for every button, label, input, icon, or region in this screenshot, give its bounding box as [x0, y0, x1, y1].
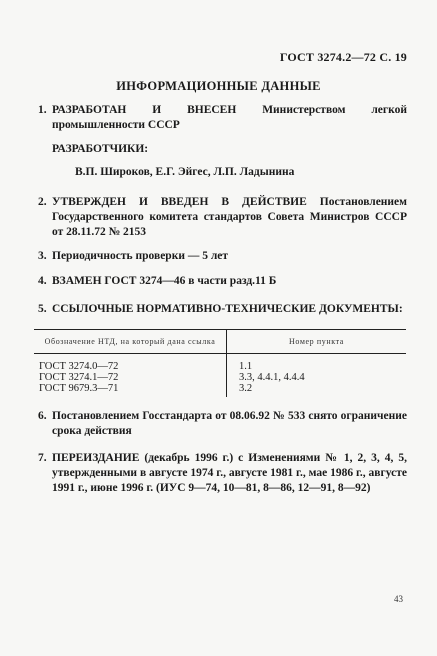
table-row: [34, 372, 406, 383]
page-title: ИНФОРМАЦИОННЫЕ ДАННЫЕ: [116, 79, 321, 93]
table-header-row: [34, 330, 406, 354]
info-item-1: [38, 103, 407, 133]
item-number: 4.: [38, 275, 47, 287]
info-item-3: [38, 249, 407, 264]
item-lead: ССЫЛОЧНЫЕ НОРМАТИВНО-ТЕХНИЧЕСКИЕ ДОКУМЕНТЫ:: [52, 303, 403, 315]
developers-heading: РАЗРАБОТЧИКИ:: [52, 143, 149, 155]
table-cell-clause: 3.2: [239, 383, 253, 394]
item-text: в части разд.11 Б: [185, 275, 277, 287]
item-number: 6.: [38, 410, 47, 422]
item-number: 7.: [38, 452, 47, 464]
info-item-4: [38, 274, 407, 289]
item-text: Периодичность проверки — 5 лет: [52, 250, 229, 262]
column-header-document: Обозначение НТД, на который дана ссылка: [34, 330, 227, 354]
item-number: 2.: [38, 196, 47, 208]
info-item-7: [38, 451, 407, 496]
item-text: (декабрь 1996 г.) с Изменениями № 1, 2, 3, 4, 5, утвержденными в августе 1974 г., августе 1981 г., мае 1986 г., августе 1991 г., июне 1996 г. (ИУС 9—74, 10—81, 8—86, 12—91, 8—92): [52, 452, 407, 494]
info-item-2: [38, 195, 407, 240]
info-item-6: [38, 409, 407, 439]
table-row: [34, 383, 406, 397]
item-number: 5.: [38, 303, 47, 315]
table-row: [34, 354, 406, 373]
item-lead: ВЗАМЕН ГОСТ 3274—46: [52, 275, 186, 287]
item-number: 1.: [38, 104, 47, 116]
item-text: Министерством легкой промышленности СССР: [52, 104, 407, 131]
references-table: [34, 329, 406, 397]
item-text: Постановлением Госстандарта от 08.06.92 № 533 снято ограничение срока действия: [52, 410, 407, 437]
developers-names: В.П. Широков, Е.Г. Эйгес, Л.П. Ладынина: [75, 166, 295, 178]
item-lead: ПЕРЕИЗДАНИЕ: [52, 452, 140, 464]
table-cell-clause: 3.3, 4.4.1, 4.4.4: [239, 372, 305, 383]
column-header-clause: Номер пункта: [227, 330, 407, 354]
table-cell-clause: 1.1: [239, 361, 253, 372]
info-item-5: [38, 302, 407, 317]
table-cell-document: ГОСТ 9679.3—71: [34, 383, 227, 397]
running-header: ГОСТ 3274.2—72 С. 19: [279, 50, 407, 64]
table-cell-document: ГОСТ 3274.0—72: [34, 354, 227, 373]
item-number: 3.: [38, 250, 47, 262]
item-lead: РАЗРАБОТАН И ВНЕСЕН: [52, 104, 237, 116]
table-cell-document: ГОСТ 3274.1—72: [34, 372, 227, 383]
item-text: Постановлением Государственного комитета стандартов Совета Министров СССР от 28.11.72 № 2153: [52, 196, 407, 238]
item-lead: УТВЕРЖДЕН И ВВЕДЕН В ДЕЙСТВИЕ: [52, 196, 307, 208]
page-number: 43: [394, 594, 403, 604]
